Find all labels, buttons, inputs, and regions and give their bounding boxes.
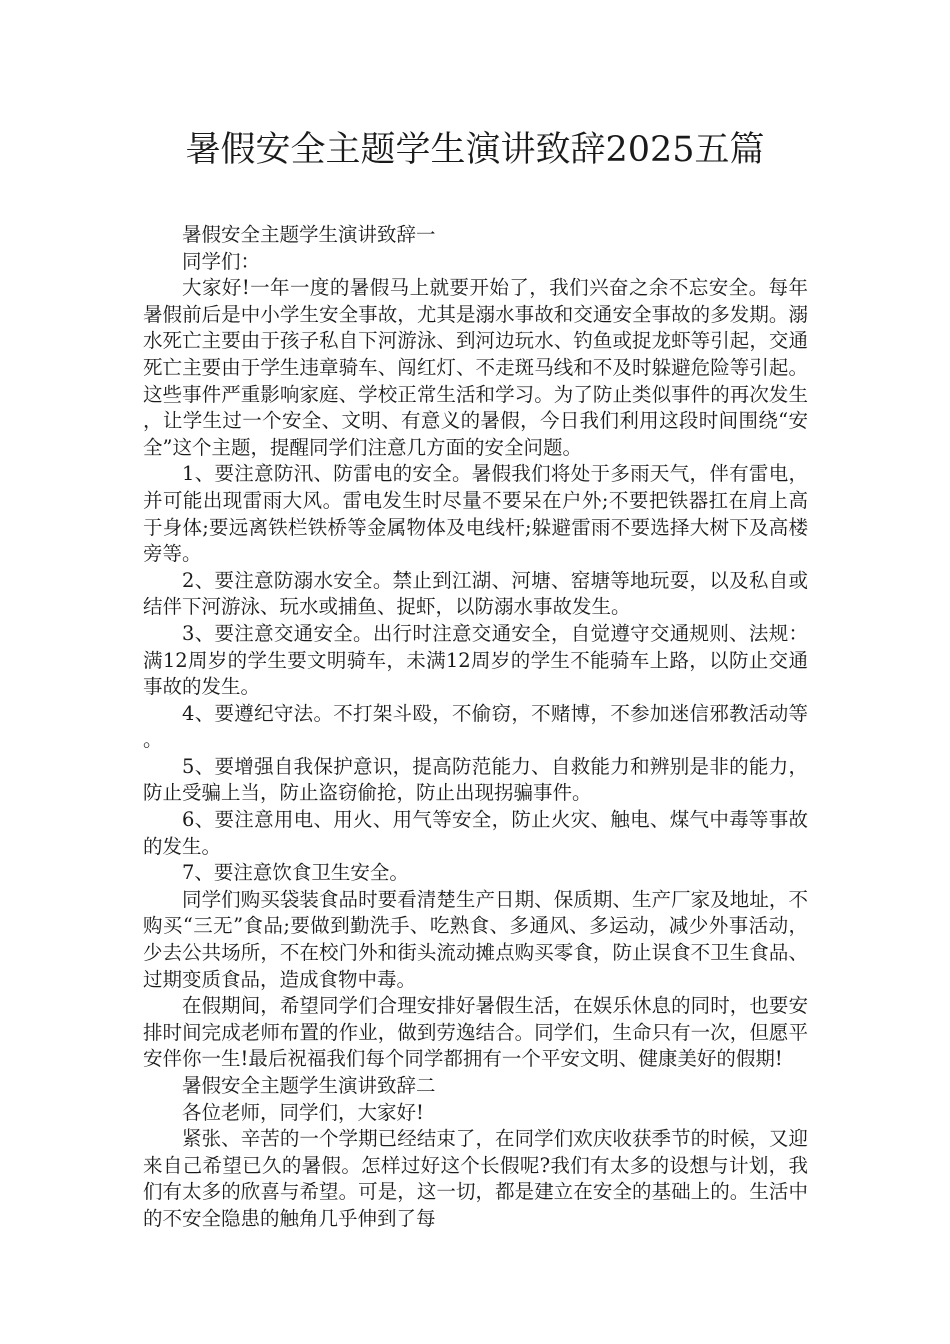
paragraph: 紧张、辛苦的一个学期已经结束了，在同学们欢庆收获季节的时候，又迎来自己希望已久的暑假。怎样过好这个长假呢?我们有太多的设想与计划，我们有太多的欣喜与希望。可是，这一切，都是建立在安全的基础上的。生活中的不安全隐患的触角几乎伸到了每 [143, 1127, 808, 1230]
salutation: 同学们： [182, 249, 261, 273]
section-heading-2: 暑假安全主题学生演讲致辞二 [182, 1074, 436, 1097]
paragraph: 大家好!一年一度的暑假马上就要开始了，我们兴奋之余不忘安全。每年暑假前后是中小学生安全事故，尤其是溺水事故和交通安全事故的多发期。溺水死亡主要由于孩子私自下河游泳、到河边玩水、钓鱼或捉龙虾等引起，交通死亡主要由于学生违章骑车、闯红灯、不走斑马线和不及时躲避危险等引起。这些事件严重影响家庭、学校正常生活和学习。为了防止类似事件的再次发生，让学生过一个安全、文明、有意义的暑假，今日我们利用这段时间围绕“安全”这个主题，提醒同学们注意几方面的安全问题。 [143, 276, 808, 459]
paragraph: 4、要遵纪守法。不打架斗殴，不偷窃，不赌博，不参加迷信邪教活动等。 [143, 701, 808, 752]
paragraph: 5、要增强自我保护意识，提高防范能力、自救能力和辨别是非的能力，防止受骗上当，防止盗窃偷抢，防止出现拐骗事件。 [143, 754, 808, 805]
paragraph: 2、要注意防溺水安全。禁止到江湖、河塘、窑塘等地玩耍，以及私自或结伴下河游泳、玩水或捕鱼、捉虾，以防溺水事故发生。 [143, 568, 808, 619]
section-heading-1: 暑假安全主题学生演讲致辞一 [182, 223, 436, 246]
paragraph: 6、要注意用电、用火、用气等安全，防止火灾、触电、煤气中毒等事故的发生。 [143, 808, 808, 858]
paragraph: 7、要注意饮食卫生安全。 [182, 861, 409, 885]
salutation: 各位老师，同学们，大家好! [182, 1100, 424, 1124]
paragraph: 3、要注意交通安全。出行时注意交通安全，自觉遵守交通规则、法规：满12周岁的学生要文明骑车，未满12周岁的学生不能骑车上路，以防止交通事故的发生。 [143, 621, 808, 699]
paragraph: 同学们购买袋装食品时要看清楚生产日期、保质期、生产厂家及地址，不购买“三无”食品;要做到勤洗手、吃熟食、多通风、多运动，减少外事活动，少去公共场所，不在校门外和街头流动摊点购买零食，防止误食不卫生食品、过期变质食品，造成食物中毒。 [143, 887, 808, 991]
paragraph: 1、要注意防汛、防雷电的安全。暑假我们将处于多雨天气，伴有雷电，并可能出现雷雨大风。雷电发生时尽量不要呆在户外;不要把铁器扛在肩上高于身体;要远离铁栏铁桥等金属物体及电线杆;躲避雷雨不要选择大树下及高楼旁等。 [143, 462, 808, 566]
document-title: 暑假安全主题学生演讲致辞2025五篇 [185, 130, 765, 170]
document-body [143, 222, 808, 1233]
paragraph: 在假期间，希望同学们合理安排好暑假生活，在娱乐休息的同时，也要安排时间完成老师布置的作业，做到劳逸结合。同学们，生命只有一次，但愿平安伴你一生!最后祝福我们每个同学都拥有一个平安文明、健康美好的假期! [143, 994, 808, 1071]
